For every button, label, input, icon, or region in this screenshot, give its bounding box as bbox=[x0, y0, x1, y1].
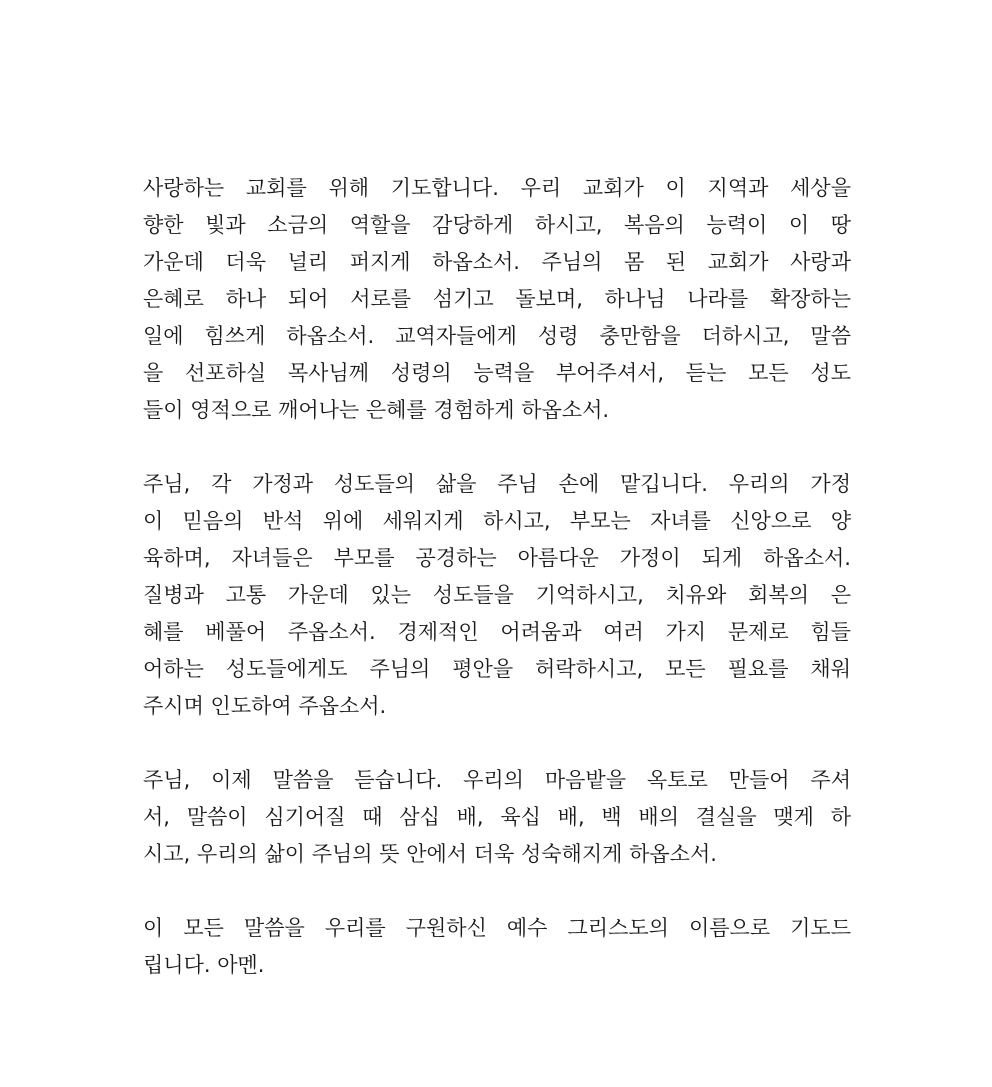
text-line: 을 선포하실 목사님께 성령의 능력을 부어주셔서, 듣는 모든 성도 bbox=[143, 361, 851, 385]
paragraph-spacer bbox=[143, 725, 851, 762]
paragraph-closing bbox=[143, 910, 851, 984]
paragraph-word bbox=[143, 762, 851, 873]
text-line: 사랑하는 교회를 위해 기도합니다. 우리 교회가 이 지역과 세상을 bbox=[143, 176, 851, 200]
text-line: 질병과 고통 가운데 있는 성도들을 기억하시고, 치유와 회복의 은 bbox=[143, 583, 851, 607]
paragraph-church bbox=[143, 170, 851, 429]
text-line: 향한 빛과 소금의 역할을 감당하게 하시고, 복음의 능력이 이 땅 bbox=[143, 213, 851, 237]
paragraph-families bbox=[143, 466, 851, 725]
text-line: 일에 힘쓰게 하옵소서. 교역자들에게 성령 충만함을 더하시고, 말씀 bbox=[143, 324, 851, 348]
text-line: 립니다. 아멘. bbox=[143, 953, 265, 977]
text-line: 주님, 각 가정과 성도들의 삶을 주님 손에 맡깁니다. 우리의 가정 bbox=[143, 472, 851, 496]
text-line: 주님, 이제 말씀을 듣습니다. 우리의 마음밭을 옥토로 만들어 주셔 bbox=[143, 768, 851, 792]
paragraph-spacer bbox=[143, 429, 851, 466]
text-line: 주시며 인도하여 주옵소서. bbox=[143, 694, 387, 718]
text-line: 혜를 베풀어 주옵소서. 경제적인 어려움과 여러 가지 문제로 힘들 bbox=[143, 620, 851, 644]
paragraph-spacer bbox=[143, 873, 851, 910]
text-line: 시고, 우리의 삶이 주님의 뜻 안에서 더욱 성숙해지게 하옵소서. bbox=[143, 842, 717, 866]
text-line: 육하며, 자녀들은 부모를 공경하는 아름다운 가정이 되게 하옵소서. bbox=[143, 546, 851, 570]
text-line: 이 믿음의 반석 위에 세워지게 하시고, 부모는 자녀를 신앙으로 양 bbox=[143, 509, 851, 533]
text-line: 이 모든 말씀을 우리를 구원하신 예수 그리스도의 이름으로 기도드 bbox=[143, 916, 851, 940]
text-line: 가운데 더욱 널리 퍼지게 하옵소서. 주님의 몸 된 교회가 사랑과 bbox=[143, 250, 851, 274]
text-line: 은혜로 하나 되어 서로를 섬기고 돌보며, 하나님 나라를 확장하는 bbox=[143, 287, 851, 311]
text-line: 서, 말씀이 심기어질 때 삼십 배, 육십 배, 백 배의 결실을 맺게 하 bbox=[143, 805, 851, 829]
text-line: 어하는 성도들에게도 주님의 평안을 허락하시고, 모든 필요를 채워 bbox=[143, 657, 851, 681]
prayer-text bbox=[143, 170, 851, 984]
text-line: 들이 영적으로 깨어나는 은혜를 경험하게 하옵소서. bbox=[143, 398, 610, 422]
